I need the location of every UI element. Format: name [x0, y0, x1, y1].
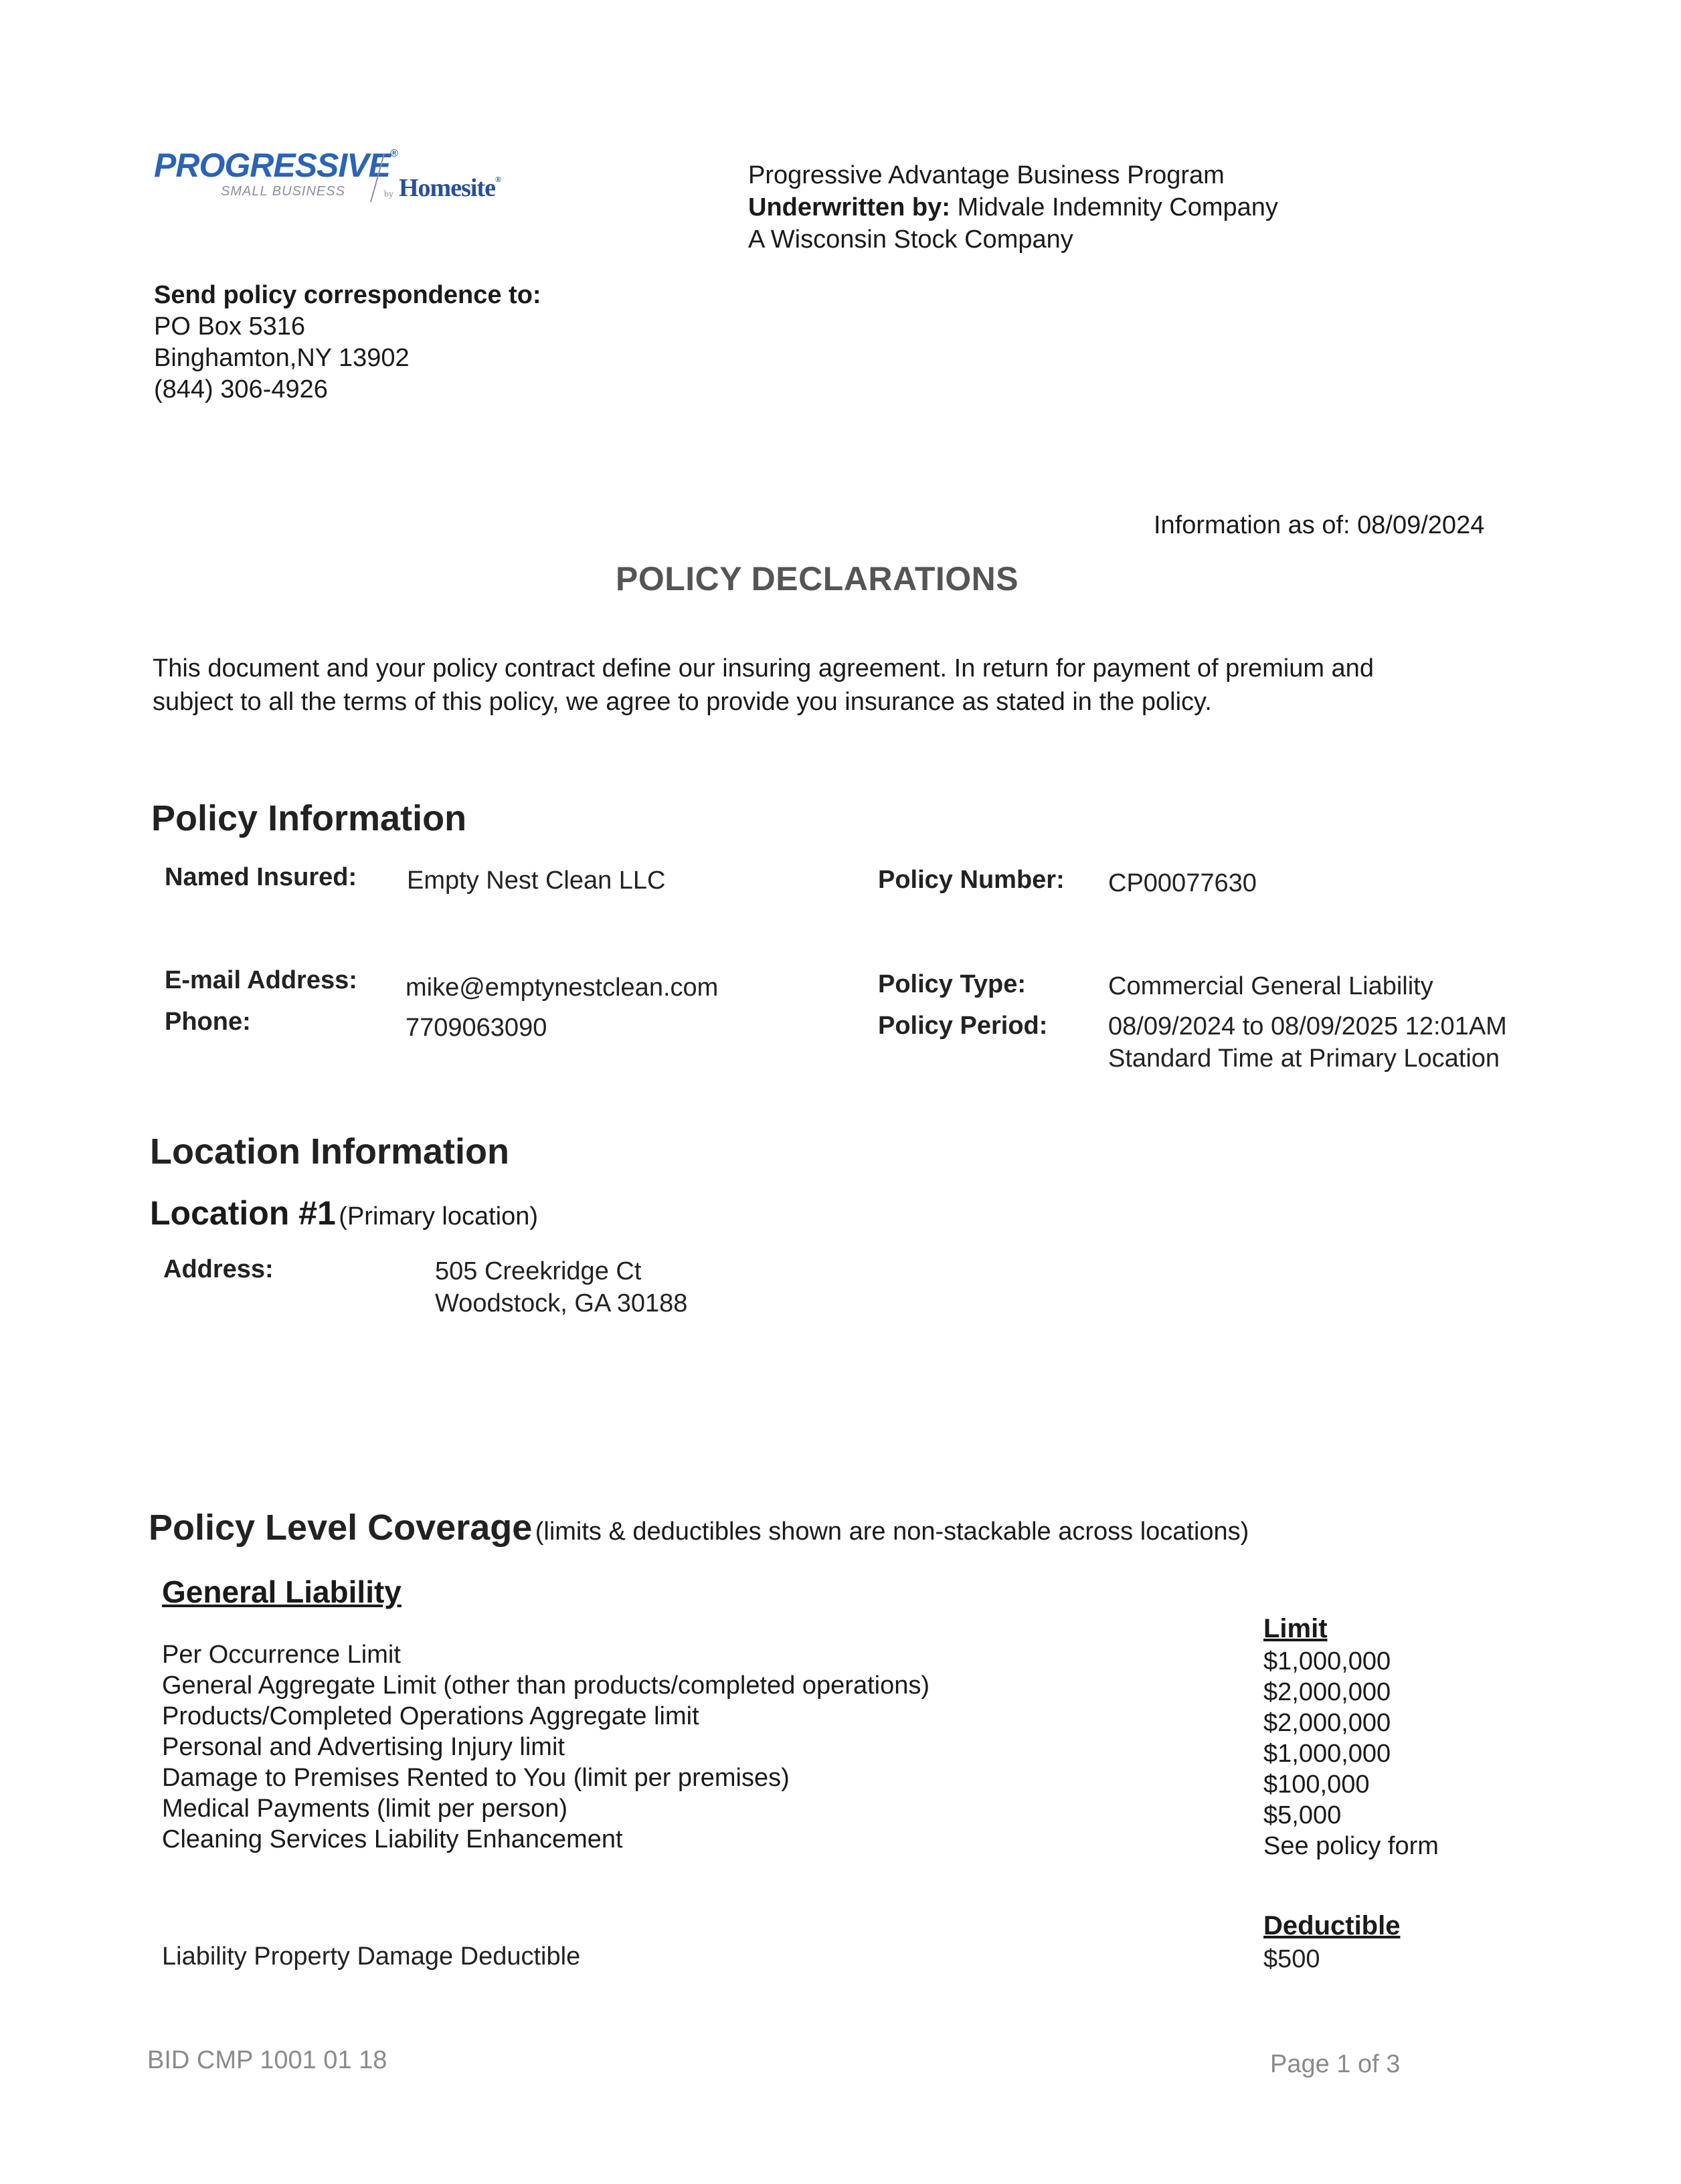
logo-tagline: SMALL BUSINESS — [221, 184, 345, 199]
page-title: POLICY DECLARATIONS — [616, 560, 1019, 598]
limit-list — [1263, 1646, 1439, 1861]
correspondence-address2: Binghamton,NY 13902 — [154, 344, 410, 372]
named-insured-value: Empty Nest Clean LLC — [407, 867, 666, 895]
coverage-item: Damage to Premises Rented to You (limit per premises) — [162, 1764, 790, 1792]
location-address — [435, 1255, 687, 1320]
coverage-heading-row — [149, 1507, 1249, 1548]
limit-header: Limit — [1263, 1614, 1328, 1643]
coverage-heading: Policy Level Coverage — [149, 1508, 533, 1548]
email-label: E-mail Address: — [165, 966, 357, 994]
logo-divider-icon — [369, 153, 385, 203]
underwritten-label: Underwritten by: — [748, 193, 950, 221]
underwriter-line — [748, 191, 1278, 223]
correspondence-phone: (844) 306-4926 — [154, 375, 328, 403]
company-type: A Wisconsin Stock Company — [748, 225, 1073, 254]
program-name: Progressive Advantage Business Program — [748, 161, 1225, 189]
program-info — [748, 159, 1278, 256]
phone-label: Phone: — [165, 1008, 251, 1036]
correspondence-label: Send policy correspondence to: — [154, 281, 541, 309]
coverage-item: Medical Payments (limit per person) — [162, 1795, 568, 1823]
coverage-note: (limits & deductibles shown are non-stackable across locations) — [535, 1518, 1249, 1546]
address-line2: Woodstock, GA 30188 — [435, 1289, 688, 1317]
limit-value: $1,000,000 — [1263, 1740, 1391, 1768]
coverage-item: Products/Completed Operations Aggregate limit — [162, 1702, 699, 1730]
policy-info-heading: Policy Information — [151, 798, 467, 838]
policy-period-line1: 08/09/2024 to 08/09/2025 12:01AM — [1108, 1012, 1507, 1040]
policy-period-line2: Standard Time at Primary Location — [1108, 1044, 1500, 1073]
limit-value: $1,000,000 — [1263, 1647, 1391, 1675]
named-insured-label: Named Insured: — [165, 863, 357, 891]
policy-type-value: Commercial General Liability — [1108, 972, 1433, 1000]
logo-by: by — [384, 189, 393, 199]
coverage-item: Personal and Advertising Injury limit — [162, 1733, 565, 1761]
general-liability-heading: General Liability — [162, 1574, 402, 1609]
logo-progressive: PROGRESSIVE® — [154, 147, 397, 184]
correspondence-block — [154, 280, 541, 405]
intro-line1: This document and your policy contract define our insuring agreement. In return for payment of premium and — [153, 654, 1374, 682]
email-value: mike@emptynestclean.com — [406, 974, 719, 1002]
deductible-value: $500 — [1263, 1945, 1320, 1973]
limit-value: See policy form — [1263, 1832, 1439, 1860]
coverage-item: Per Occurrence Limit — [162, 1641, 401, 1669]
address-line1: 505 Creekridge Ct — [435, 1257, 642, 1285]
policy-number-value: CP00077630 — [1108, 869, 1257, 897]
form-id: BID CMP 1001 01 18 — [147, 2046, 387, 2074]
policy-period-value — [1108, 1010, 1507, 1075]
policy-type-label: Policy Type: — [878, 970, 1027, 998]
limit-value: $100,000 — [1263, 1770, 1370, 1799]
location-title-row — [150, 1194, 538, 1233]
correspondence-address1: PO Box 5316 — [154, 312, 306, 341]
policy-number-label: Policy Number: — [878, 866, 1065, 894]
underwriter-name: Midvale Indemnity Company — [957, 193, 1278, 221]
info-as-of: Information as of: 08/09/2024 — [1154, 511, 1485, 539]
location-info-heading: Location Information — [150, 1131, 509, 1172]
coverage-list — [162, 1639, 930, 1855]
location-note: (Primary location) — [339, 1202, 539, 1231]
intro-text — [153, 652, 1491, 719]
deductible-name: Liability Property Damage Deductible — [162, 1942, 581, 1971]
address-label: Address: — [163, 1255, 274, 1283]
page-number: Page 1 of 3 — [1270, 2050, 1401, 2078]
coverage-item: General Aggregate Limit (other than products/completed operations) — [162, 1671, 930, 1700]
deductible-header: Deductible — [1263, 1911, 1401, 1940]
policy-period-label: Policy Period: — [878, 1012, 1048, 1040]
phone-value: 7709063090 — [406, 1014, 547, 1042]
coverage-item: Cleaning Services Liability Enhancement — [162, 1825, 623, 1853]
intro-line2: subject to all the terms of this policy, we agree to provide you insurance as stated in the policy. — [153, 688, 1212, 716]
location-title: Location #1 — [150, 1194, 336, 1232]
limit-value: $5,000 — [1263, 1801, 1342, 1829]
limit-value: $2,000,000 — [1263, 1678, 1391, 1706]
limit-value: $2,000,000 — [1263, 1709, 1391, 1737]
logo-homesite: Homesite® — [399, 174, 501, 202]
